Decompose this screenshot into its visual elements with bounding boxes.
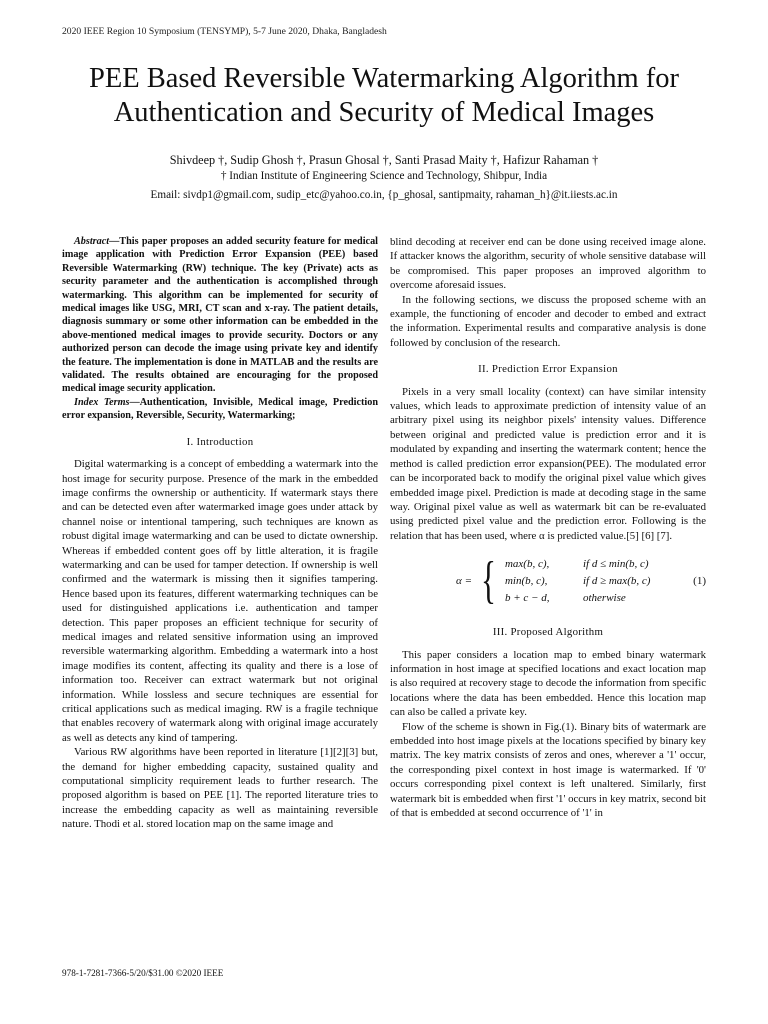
section-1-paragraph-1: Digital watermarking is a concept of embedding a watermark into the host image for security purpose. Presence of the mark in the embedded image confirms the ownership or authenticity. If watermark stays there and can be detected even after watermarked image goes under attack by channel noise or intentional tampering, such techniques are known as robust digital image watermarking and can be used to dictate ownership. Whereas if embedded content goes off by little alteration, it is fragile watermarking and can be used for tamper detection. If ownership is well confirmed and the watermark is missing then it signifies tampering. Hence based upon its features, different watermarking techniques can be used for distinguished applications i.e. authentication and tamper detection. This paper proposes an efficient technique for security of medical images and related sensitive information using an improved reversible watermarking algorithm. Embedding a watermark into a host image modifies its content, affecting its quality and there is a lose of information too. Receiver can extract watermark but not original information. While lossless and secure techniques are essential for critical applications such as medical imaging. RW is a fragile technique that enables recovery of watermark along with original image accurately as well as detects any kind of tampering.	[62, 458, 378, 744]
case-condition: otherwise	[582, 592, 626, 605]
case-expression: b + c − d,	[504, 592, 550, 605]
copyright-footer: 978-1-7281-7366-5/20/$31.00 ©2020 IEEE	[62, 968, 224, 978]
abstract-text: —This paper proposes an added security feature for medical image application with Prediction Error Expansion (PEE) based Reversible Watermarking (RW) technique. The key (Private) acts as security parameter and the authentication is accomplished through watermarking. This algorithm can be implemented for security of medical images like USG, MRI, CT scan and x-ray. The patient details, diagnosis summary or some other information can be embedded in the above-mentioned medical images to provide security. Doctors or any authorized person can decode the image using private key and identify the feature. The implementation is done in MATLAB and the results are validated. The results obtained are encouraging for the proposed medical image security application.	[62, 236, 378, 395]
equation-lhs: α =	[456, 574, 472, 587]
abstract-label: Abstract	[74, 236, 110, 247]
title-line-1: PEE Based Reversible Watermarking Algorithm for	[88, 63, 679, 94]
equation-cases	[505, 557, 650, 606]
section-1-heading: I. Introduction	[186, 435, 254, 448]
section-1-paragraph-2: Various RW algorithms have been reported in literature [1][2][3] but, the demand for higher embedding capacity, sustained quality and computational simplicity requirement leads to further research. The proposed algorithm is based on PEE [1]. The reported literature tries to increase the embedding capacity as well as maintaining reversible nature. Thodi et al. stored location map on the same image and	[62, 746, 378, 831]
case-expression: max(b, c),	[504, 557, 550, 570]
equation-brace: {	[480, 552, 496, 610]
case-condition: if d ≤ min(b, c)	[582, 557, 649, 570]
abstract	[62, 235, 378, 396]
left-column	[62, 235, 378, 832]
equation-case	[505, 591, 650, 605]
equation-case	[505, 557, 650, 571]
index-terms	[62, 396, 378, 423]
conference-header: 2020 IEEE Region 10 Symposium (TENSYMP), 5-7 June 2020, Dhaka, Bangladesh	[62, 26, 387, 37]
author-emails: Email: sivdp1@gmail.com, sudip_etc@yahoo.co.in, {p_ghosal, santipmaity, rahaman_h}@it.iiests.ac.in	[150, 189, 618, 201]
section-2-heading: II. Prediction Error Expansion	[478, 363, 618, 376]
affiliation: † Indian Institute of Engineering Science and Technology, Shibpur, India	[220, 170, 548, 182]
section-3-paragraph-2: Flow of the scheme is shown in Fig.(1). Binary bits of watermark are embedded into host image pixels at the locations specified by binary key matrix. The key matrix consists of zeros and ones, wherever a '1' occur, the corresponding pixel context in host image is watermarked. If '0' occurs corresponding pixel context is left unaltered. Similarly, first watermark bit is embedded when first '1' occurs in key matrix, second bit of that is embedded at second occurrence of '1' in	[390, 720, 707, 819]
section-3-heading: III. Proposed Algorithm	[492, 626, 604, 639]
index-terms-text: —Authentication, Invisible, Medical image, Prediction error expansion, Reversible, Security, Watermarking;	[62, 396, 378, 422]
intro-continued-paragraph: blind decoding at receiver end can be done using received image alone. If attacker knows the algorithm, security of whole sensitive database will be compromised. This paper proposes an improved algorithm to overcome aforesaid issues.	[390, 236, 706, 292]
section-3-paragraph-1: This paper considers a location map to embed binary watermark information in host image at specified locations and exact location map is also required at recovery stage to decode the information from specific locations where the data has been embedded. Hence this location map can also be called a private key.	[390, 648, 706, 719]
equation-1	[390, 549, 706, 613]
equation-number: (1)	[693, 574, 706, 587]
author-list: Shivdeep †, Sudip Ghosh †, Prasun Ghosal †, Santi Prasad Maity †, Hafizur Rahaman †	[169, 153, 599, 167]
case-condition: if d ≥ max(b, c)	[582, 574, 651, 587]
paper-title	[40, 62, 728, 130]
case-expression: min(b, c),	[504, 574, 548, 587]
index-terms-label: Index Terms	[74, 396, 130, 408]
equation-case	[505, 574, 650, 588]
title-line-2: Authentication and Security of Medical Images	[113, 97, 655, 128]
intro-outline-paragraph: In the following sections, we discuss the proposed scheme with an example, the functioning of encoder and decoder to embed and extract the information. Experimental results and comparative analysis is done followed by conclusion of the research.	[390, 293, 706, 349]
section-2-paragraph-1: Pixels in a very small locality (context) can have similar intensity values, which leads to approximate prediction of intensity value of an arbitrary pixel using its neighbor pixels' intensity values. Difference between original and predicted value is prediction error and it is modulated by expanding and inserting the watermark content; hence the method is called prediction error expansion(PEE). The modulated error can be incorporated back to modify the original pixel value which gives embedded image pixel. Prediction is made at decoding stage in the same way. Original pixel value as well as watermark bit can be re-evaluated using predicted pixel value and the prediction error. Following is the relation that has been used, where α is predicted value.[5] [6] [7].	[390, 385, 706, 542]
right-column	[390, 235, 706, 820]
